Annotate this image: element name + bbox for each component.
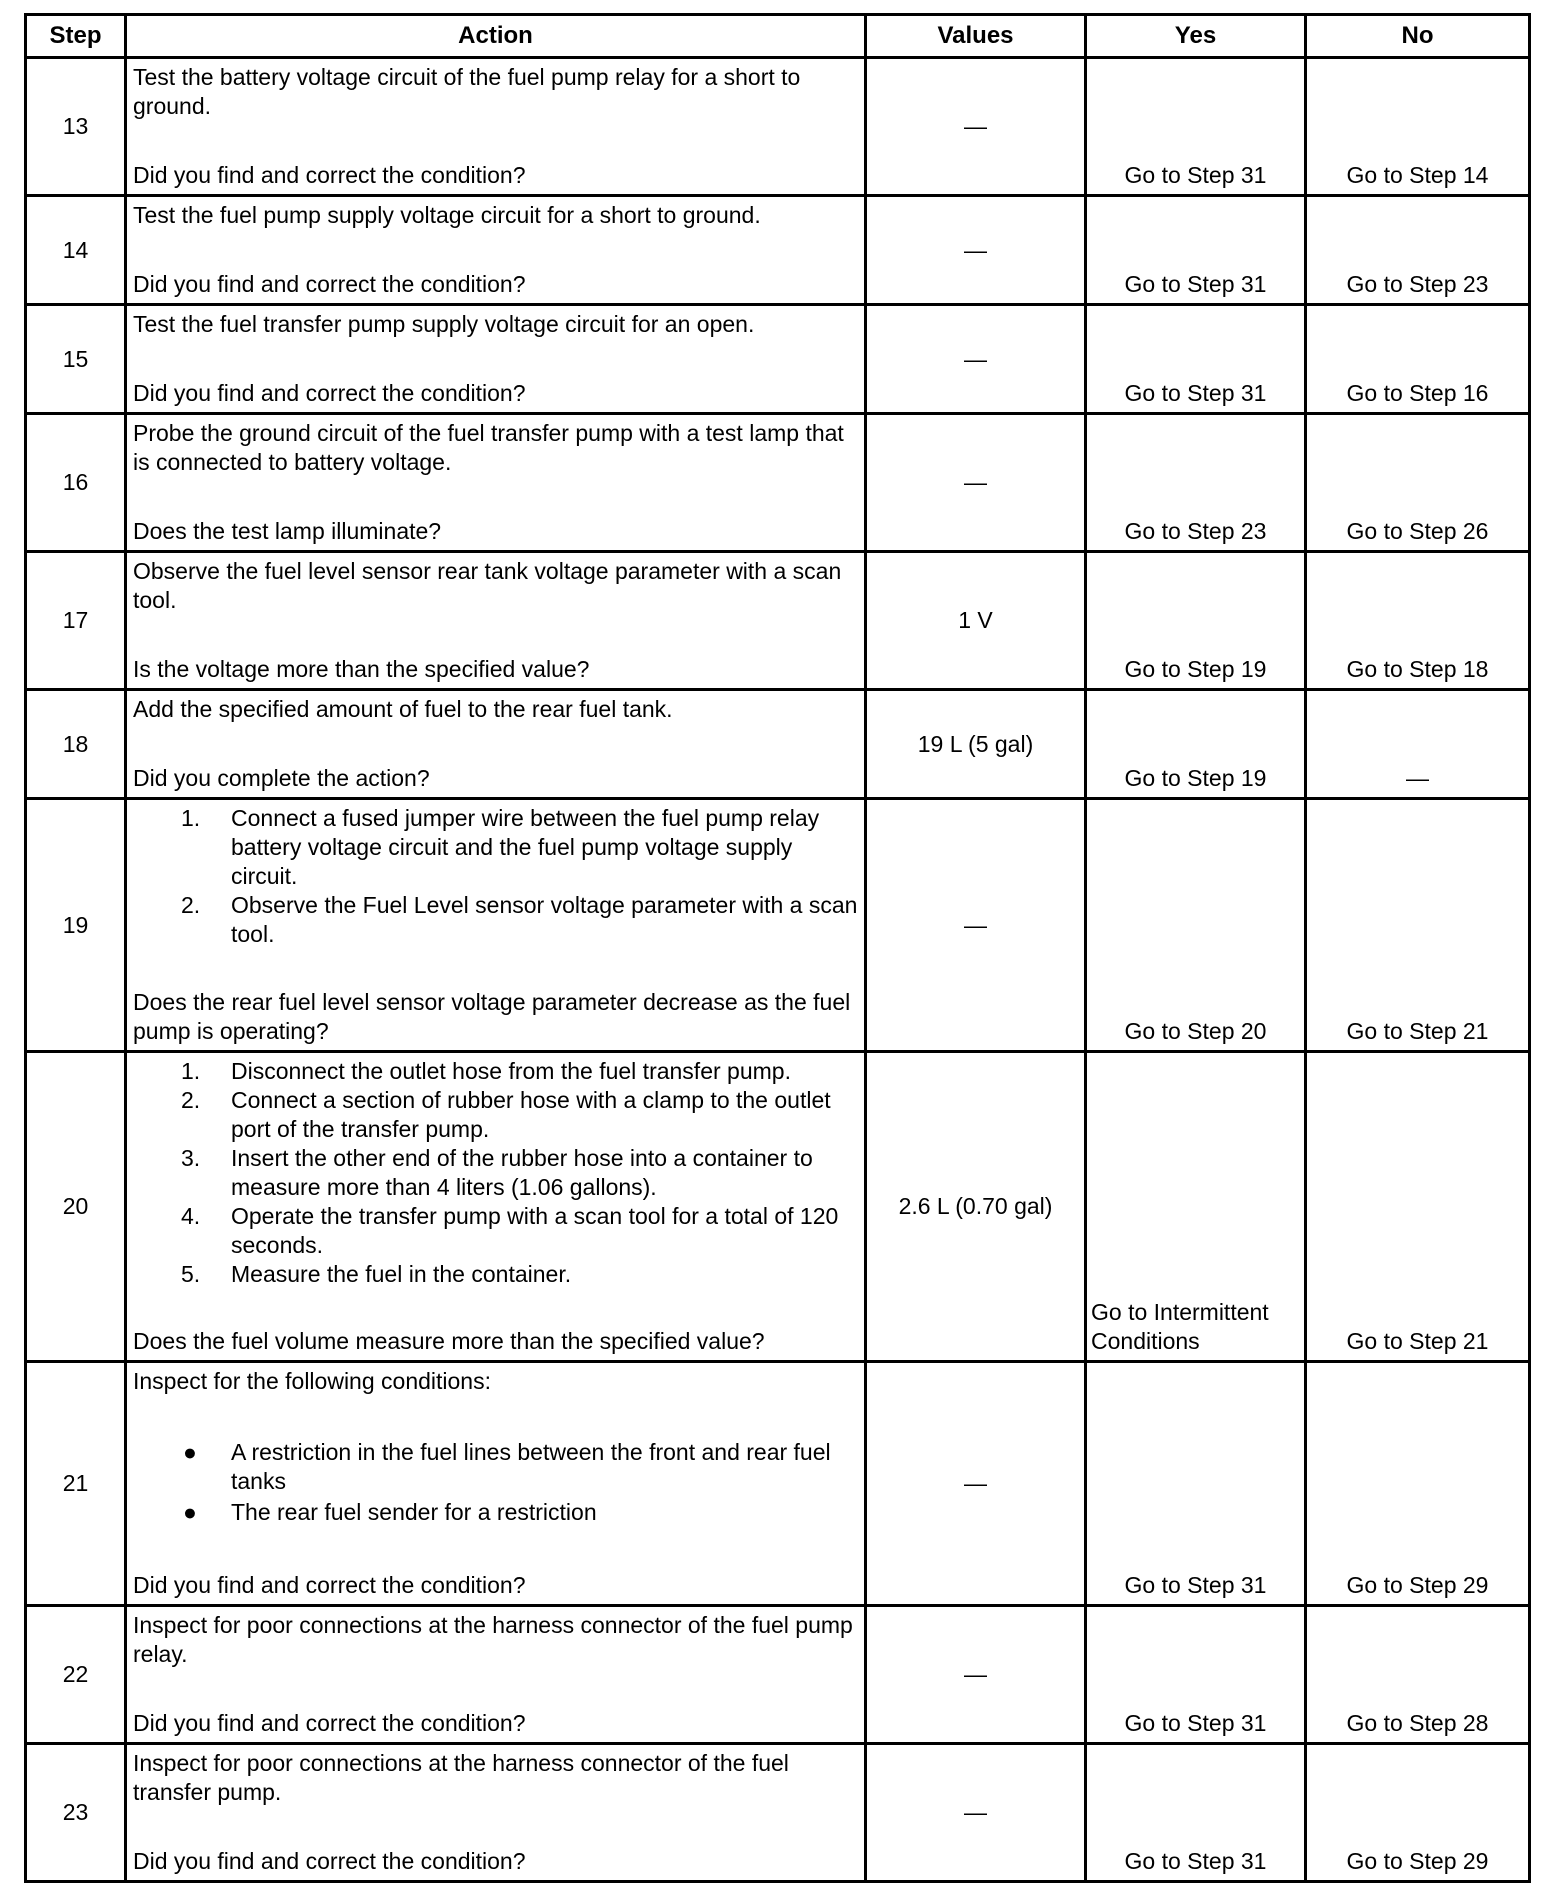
no-outcome: Go to Step 28	[1346, 1710, 1489, 1736]
table-row	[26, 305, 1530, 414]
values-cell: —	[866, 1606, 1086, 1744]
action-cell	[126, 552, 866, 690]
list-text: Observe the Fuel Level sensor voltage parameter with a scan tool.	[231, 892, 858, 947]
table-row	[26, 1362, 1530, 1606]
yes-outcome: Go to Step 31	[1124, 162, 1267, 188]
no-outcome: Go to Step 23	[1346, 271, 1489, 297]
table-row	[26, 690, 1530, 799]
no-outcome: Go to Step 26	[1346, 518, 1489, 544]
no-cell	[1306, 799, 1530, 1052]
step-number: 15	[26, 305, 126, 414]
step-number: 18	[26, 690, 126, 799]
action-text: Test the fuel pump supply voltage circuit for a short to ground.	[133, 202, 761, 228]
no-cell	[1306, 1744, 1530, 1882]
action-question: Does the rear fuel level sensor voltage parameter decrease as the fuel pump is operating?	[133, 989, 851, 1044]
action-cell	[126, 1052, 866, 1362]
list-text: Disconnect the outlet hose from the fuel transfer pump.	[231, 1058, 791, 1084]
no-outcome: Go to Step 21	[1346, 1328, 1489, 1354]
table-row	[26, 1052, 1530, 1362]
action-text: Test the battery voltage circuit of the fuel pump relay for a short to ground.	[133, 64, 801, 119]
list-marker: 2.	[181, 892, 201, 918]
step-number: 23	[26, 1744, 126, 1882]
yes-cell	[1086, 58, 1306, 196]
list-item	[133, 891, 858, 949]
list-text: Connect a fused jumper wire between the fuel pump relay battery voltage circuit and the fuel pump voltage supply circuit.	[231, 805, 820, 889]
yes-outcome: Go to Step 20	[1124, 1018, 1267, 1044]
no-cell	[1306, 196, 1530, 305]
action-question: Is the voltage more than the specified value?	[133, 656, 590, 682]
yes-outcome: Go to Step 31	[1124, 380, 1267, 406]
step-number: 13	[26, 58, 126, 196]
bullet-marker: ●	[183, 1499, 197, 1525]
step-number: 20	[26, 1052, 126, 1362]
list-marker: 1.	[181, 1058, 201, 1084]
values-cell: —	[866, 58, 1086, 196]
no-cell	[1306, 690, 1530, 799]
values-cell: —	[866, 196, 1086, 305]
yes-outcome: Go to Step 31	[1124, 1848, 1267, 1874]
yes-outcome: Go to Step 31	[1124, 1572, 1267, 1598]
action-cell	[126, 1606, 866, 1744]
no-cell	[1306, 1362, 1530, 1606]
action-question: Did you find and correct the condition?	[133, 162, 526, 188]
no-outcome: Go to Step 16	[1346, 380, 1489, 406]
header-no: No	[1306, 15, 1530, 58]
action-text: Probe the ground circuit of the fuel transfer pump with a test lamp that is connected to battery voltage.	[133, 420, 844, 475]
table-row	[26, 799, 1530, 1052]
bullet-marker: ●	[183, 1439, 197, 1465]
action-question: Did you find and correct the condition?	[133, 1572, 526, 1598]
action-cell	[126, 1362, 866, 1606]
numbered-list	[133, 804, 858, 949]
list-marker: 5.	[181, 1261, 201, 1287]
no-cell	[1306, 1606, 1530, 1744]
table-row	[26, 552, 1530, 690]
list-item	[133, 1498, 858, 1527]
no-outcome: Go to Step 29	[1346, 1848, 1489, 1874]
step-number: 17	[26, 552, 126, 690]
yes-cell	[1086, 1052, 1306, 1362]
step-number: 16	[26, 414, 126, 552]
table-row	[26, 414, 1530, 552]
list-item	[133, 1438, 858, 1496]
table-row	[26, 1744, 1530, 1882]
values-cell: —	[866, 1744, 1086, 1882]
yes-cell	[1086, 414, 1306, 552]
list-text: The rear fuel sender for a restriction	[231, 1499, 597, 1525]
yes-cell	[1086, 799, 1306, 1052]
action-question: Did you find and correct the condition?	[133, 1848, 526, 1874]
action-cell	[126, 305, 866, 414]
values-cell: 2.6 L (0.70 gal)	[866, 1052, 1086, 1362]
list-marker: 4.	[181, 1203, 201, 1229]
header-row	[26, 15, 1530, 58]
table-row	[26, 196, 1530, 305]
values-cell: 1 V	[866, 552, 1086, 690]
header-step: Step	[26, 15, 126, 58]
values-cell: 19 L (5 gal)	[866, 690, 1086, 799]
no-cell	[1306, 58, 1530, 196]
values-cell: —	[866, 305, 1086, 414]
numbered-list	[133, 1057, 858, 1289]
no-cell	[1306, 414, 1530, 552]
step-number: 21	[26, 1362, 126, 1606]
yes-cell	[1086, 1744, 1306, 1882]
no-outcome: Go to Step 18	[1346, 656, 1489, 682]
yes-outcome: Go to Step 23	[1124, 518, 1267, 544]
yes-outcome: Go to Intermittent Conditions	[1091, 1299, 1269, 1354]
action-text: Add the specified amount of fuel to the rear fuel tank.	[133, 696, 673, 722]
action-cell	[126, 690, 866, 799]
action-cell	[126, 799, 866, 1052]
yes-cell	[1086, 196, 1306, 305]
step-number: 19	[26, 799, 126, 1052]
list-item	[133, 1202, 858, 1260]
action-text: Test the fuel transfer pump supply voltage circuit for an open.	[133, 311, 755, 337]
table-row	[26, 58, 1530, 196]
list-marker: 1.	[181, 805, 201, 831]
yes-cell	[1086, 552, 1306, 690]
yes-outcome: Go to Step 19	[1124, 765, 1267, 791]
list-item	[133, 1144, 858, 1202]
action-question: Did you complete the action?	[133, 765, 430, 791]
yes-cell	[1086, 690, 1306, 799]
action-text: Inspect for poor connections at the harness connector of the fuel pump relay.	[133, 1612, 853, 1667]
action-question: Does the test lamp illuminate?	[133, 518, 442, 544]
yes-outcome: Go to Step 31	[1124, 1710, 1267, 1736]
list-text: A restriction in the fuel lines between the front and rear fuel tanks	[231, 1439, 831, 1494]
list-text: Insert the other end of the rubber hose into a container to measure more than 4 liters (1.06 gallons).	[231, 1145, 813, 1200]
list-text: Measure the fuel in the container.	[231, 1261, 572, 1287]
header-action: Action	[126, 15, 866, 58]
list-item	[133, 1260, 858, 1289]
list-marker: 3.	[181, 1145, 201, 1171]
action-question: Did you find and correct the condition?	[133, 1710, 526, 1736]
no-outcome: Go to Step 14	[1346, 162, 1489, 188]
yes-cell	[1086, 305, 1306, 414]
no-cell	[1306, 1052, 1530, 1362]
step-number: 14	[26, 196, 126, 305]
action-text: Observe the fuel level sensor rear tank voltage parameter with a scan tool.	[133, 558, 842, 613]
bullet-list	[133, 1438, 858, 1527]
yes-cell	[1086, 1606, 1306, 1744]
list-item	[133, 1086, 858, 1144]
action-cell	[126, 414, 866, 552]
action-question: Did you find and correct the condition?	[133, 271, 526, 297]
no-cell	[1306, 552, 1530, 690]
action-question: Did you find and correct the condition?	[133, 380, 526, 406]
action-cell	[126, 196, 866, 305]
values-cell: —	[866, 414, 1086, 552]
list-text: Connect a section of rubber hose with a clamp to the outlet port of the transfer pump.	[231, 1087, 831, 1142]
list-item	[133, 1057, 858, 1086]
values-cell: —	[866, 799, 1086, 1052]
list-text: Operate the transfer pump with a scan tool for a total of 120 seconds.	[231, 1203, 839, 1258]
header-values: Values	[866, 15, 1086, 58]
table-row	[26, 1606, 1530, 1744]
no-outcome: —	[1406, 765, 1429, 791]
list-marker: 2.	[181, 1087, 201, 1113]
list-item	[133, 804, 858, 891]
yes-outcome: Go to Step 31	[1124, 271, 1267, 297]
yes-cell	[1086, 1362, 1306, 1606]
yes-outcome: Go to Step 19	[1124, 656, 1267, 682]
no-cell	[1306, 305, 1530, 414]
values-cell: —	[866, 1362, 1086, 1606]
step-number: 22	[26, 1606, 126, 1744]
header-yes: Yes	[1086, 15, 1306, 58]
action-text: Inspect for the following conditions:	[133, 1368, 491, 1394]
no-outcome: Go to Step 21	[1346, 1018, 1489, 1044]
action-question: Does the fuel volume measure more than the specified value?	[133, 1328, 765, 1354]
action-cell	[126, 1744, 866, 1882]
action-text: Inspect for poor connections at the harness connector of the fuel transfer pump.	[133, 1750, 789, 1805]
action-cell	[126, 58, 866, 196]
diagnostic-table	[24, 13, 1531, 1883]
no-outcome: Go to Step 29	[1346, 1572, 1489, 1598]
